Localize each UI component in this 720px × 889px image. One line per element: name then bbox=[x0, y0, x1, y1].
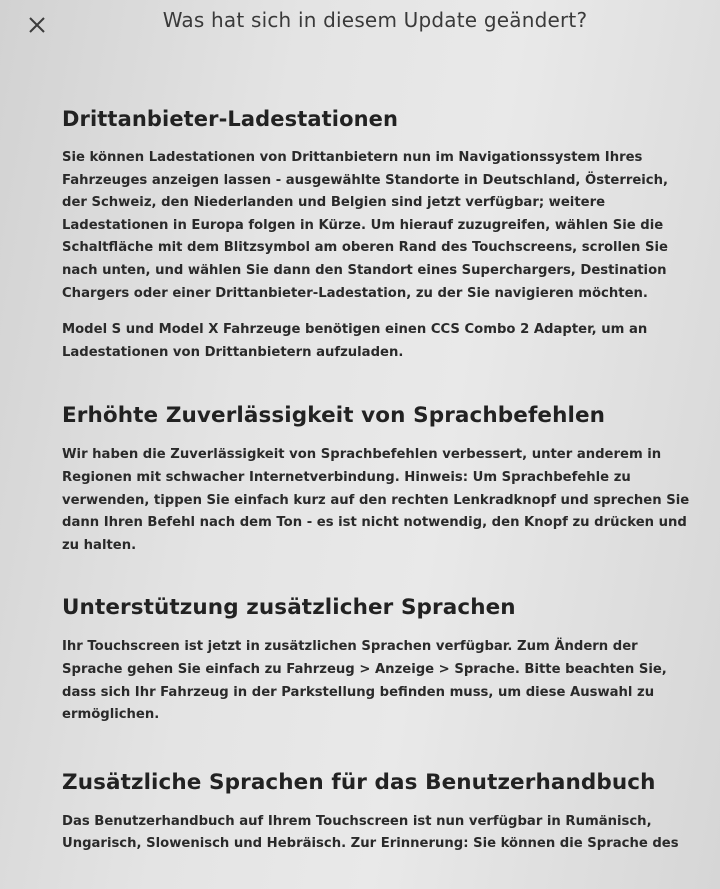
section-third-party-charging bbox=[62, 104, 692, 364]
section-additional-languages bbox=[62, 592, 692, 726]
section-paragraph: Das Benutzerhandbuch auf Ihrem Touchscreen ist nun verfügbar in Rumänisch, Ungarisch, Slowenisch und Hebräisch. Zur Erinnerung: Sie können die Sprache des bbox=[62, 813, 679, 852]
release-notes-content bbox=[62, 104, 692, 856]
section-paragraph: Ihr Touchscreen ist jetzt in zusätzlichen Sprachen verfügbar. Zum Ändern der Sprache gehen Sie einfach zu Fahrzeug > Anzeige > Sprache. Bitte beachten Sie, dass sich Ihr Fahrzeug in der Parkstellung befinden muss, um diese Auswahl zu ermöglichen. bbox=[62, 639, 667, 723]
section-paragraph: Wir haben die Zuverlässigkeit von Sprachbefehlen verbessert, unter anderem in Regionen mit schwacher Internetverbindung. Hinweis: Um Sprachbefehle zu verwenden, tippen Sie einfach kurz auf den rechten Lenkradknopf und sprechen Sie dann Ihren Befehl nach dem Ton - es ist nicht notwendig, den Knopf zu drücken und zu halten. bbox=[62, 447, 690, 553]
section-title: Drittanbieter-Ladestationen bbox=[62, 107, 399, 131]
section-title: Erhöhte Zuverlässigkeit von Sprachbefehlen bbox=[62, 403, 606, 429]
section-title: Zusätzliche Sprachen für das Benutzerhandbuch bbox=[62, 769, 656, 795]
section-owners-manual-languages bbox=[62, 767, 692, 856]
section-voice-commands bbox=[62, 400, 692, 557]
section-paragraph: Model S und Model X Fahrzeuge benötigen einen CCS Combo 2 Adapter, um an Ladestationen von Drittanbietern aufzuladen. bbox=[62, 322, 648, 360]
dialog-title: Was hat sich in diesem Update geändert? bbox=[162, 8, 588, 32]
dialog-header bbox=[0, 0, 720, 44]
section-paragraph: Sie können Ladestationen von Drittanbietern nun im Navigationssystem Ihres Fahrzeuges anzeigen lassen - ausgewählte Standorte in Deutschland, Österreich, der Schweiz, den Niederlanden und Belgien sind jetzt verfügbar; weitere Ladestationen in Europa folgen in Kürze. Um hierauf zuzugreifen, wählen Sie die Schaltfläche mit dem Blitzsymbol am oberen Rand des Touchscreens, scrollen Sie nach unten, und wählen Sie dann den Standort eines Superchargers, Destination Chargers oder einer Drittanbieter-Ladestation, zu der Sie navigieren möchten. bbox=[62, 150, 669, 301]
section-title: Unterstützung zusätzlicher Sprachen bbox=[62, 595, 516, 621]
